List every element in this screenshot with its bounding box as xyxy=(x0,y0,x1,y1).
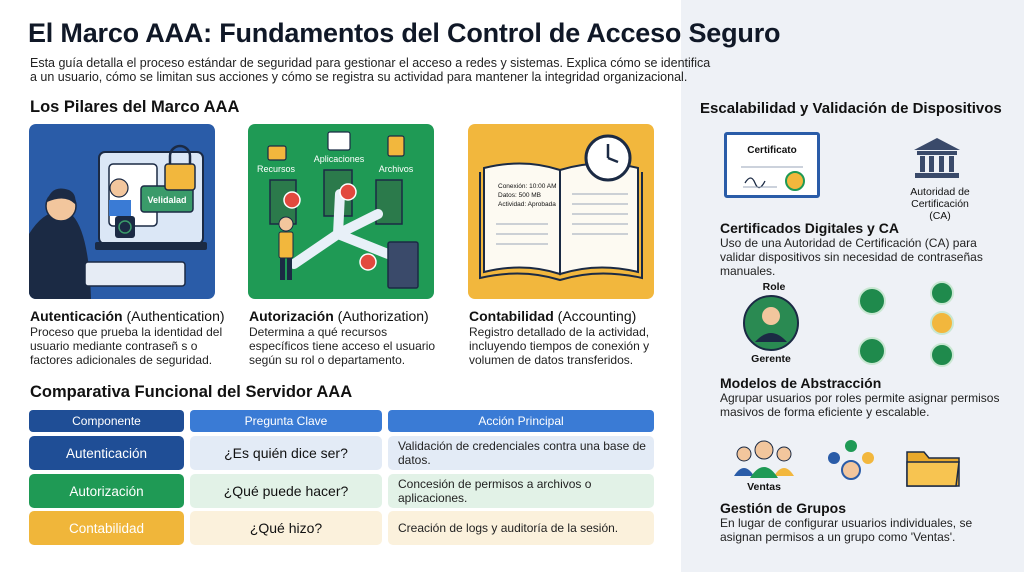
team-network-icon xyxy=(826,438,876,484)
table-header-component: Componente xyxy=(29,410,184,432)
user-avatar-icon xyxy=(930,311,954,335)
pillars-section-title: Los Pilares del Marco AAA xyxy=(30,98,240,116)
abstraction-models-description: Agrupar usuarios por roles permite asignar permisos masivos de forma eficiente y escalable. xyxy=(720,391,1000,419)
manager-avatar-icon xyxy=(742,294,800,352)
table-header-action: Acción Principal xyxy=(388,410,654,432)
user-avatar-icon xyxy=(930,343,954,367)
certificate-authority-icon xyxy=(912,136,962,180)
table-row-action: Creación de logs y auditoría de la sesión. xyxy=(388,511,654,545)
table-row-component: Autorización xyxy=(29,474,184,508)
table-row-question: ¿Qué hizo? xyxy=(190,511,382,545)
accounting-illustration xyxy=(468,124,654,299)
manager-label: Gerente xyxy=(751,353,791,365)
resources-label: Recursos xyxy=(256,164,296,174)
ca-label: Autoridad de Certificación (CA) xyxy=(910,186,970,222)
comparison-section-title: Comparativa Funcional del Servidor AAA xyxy=(30,383,353,401)
table-row-component: Contabilidad xyxy=(29,511,184,545)
user-avatar-icon xyxy=(858,337,886,365)
authentication-description: Proceso que prueba la identidad del usuario mediante contraseñ s o factores adicionales de seguridad. xyxy=(30,325,223,367)
certificate-label: Certificato xyxy=(747,145,797,156)
accounting-title: Contabilidad (Accounting) xyxy=(469,308,637,324)
certificates-title: Certificados Digitales y CA xyxy=(720,220,899,236)
abstraction-models-title: Modelos de Abstracción xyxy=(720,375,882,391)
folder-icon xyxy=(904,444,962,488)
certificate-icon xyxy=(724,132,820,198)
authorization-illustration xyxy=(248,124,434,299)
page-subtitle: Esta guía detalla el proceso estándar de seguridad para gestionar el acceso a redes y sistemas. Explica cómo se identifica a un usuario, cómo se limitan sus acciones y cómo se registra su actividad para mantener la integridad organizacional. xyxy=(30,56,711,84)
log-line-data: Datos: 500 MB xyxy=(498,192,541,199)
scalability-section-title: Escalabilidad y Validación de Dispositivos xyxy=(700,100,1002,117)
authorization-description: Determina a qué recursos específicos tiene acceso el usuario según su rol o departamento. xyxy=(249,325,436,367)
authentication-title: Autenticación (Authentication) xyxy=(30,308,225,324)
user-avatar-icon xyxy=(858,287,886,315)
table-row-question: ¿Es quién dice ser? xyxy=(190,436,382,470)
right-panel-background xyxy=(681,0,1024,572)
group-management-description: En lugar de configurar usuarios individuales, se asignan permisos a un grupo como 'Ventas'. xyxy=(720,516,973,544)
accounting-description: Registro detallado de la actividad, incluyendo tiempos de conexión y volumen de datos transferidos. xyxy=(469,325,650,367)
sales-label: Ventas xyxy=(747,481,781,493)
role-label: Role xyxy=(762,281,786,293)
table-row-component: Autenticación xyxy=(29,436,184,470)
applications-label: Aplicaciones xyxy=(313,154,365,164)
authentication-illustration xyxy=(29,124,215,299)
table-header-question: Pregunta Clave xyxy=(190,410,382,432)
table-row-action: Concesión de permisos a archivos o aplicaciones. xyxy=(388,474,654,508)
group-management-title: Gestión de Grupos xyxy=(720,500,847,516)
verified-badge-text: Velidalad xyxy=(147,195,187,205)
files-label: Archivos xyxy=(378,164,414,174)
user-avatar-icon xyxy=(930,281,954,305)
page-title: El Marco AAA: Fundamentos del Control de Acceso Seguro xyxy=(28,18,781,48)
log-line-connection: Conexión: 10:00 AM xyxy=(498,183,557,190)
table-row-action: Validación de credenciales contra una base de datos. xyxy=(388,436,654,470)
table-row-question: ¿Qué puede hacer? xyxy=(190,474,382,508)
log-line-activity: Actividad: Aprobada xyxy=(498,201,556,208)
sales-group-icon xyxy=(732,438,796,480)
authorization-title: Autorización (Authorization) xyxy=(249,308,429,324)
certificates-description: Uso de una Autoridad de Certificación (CA) para validar dispositivos sin necesidad de contraseñas manuales. xyxy=(720,236,983,278)
